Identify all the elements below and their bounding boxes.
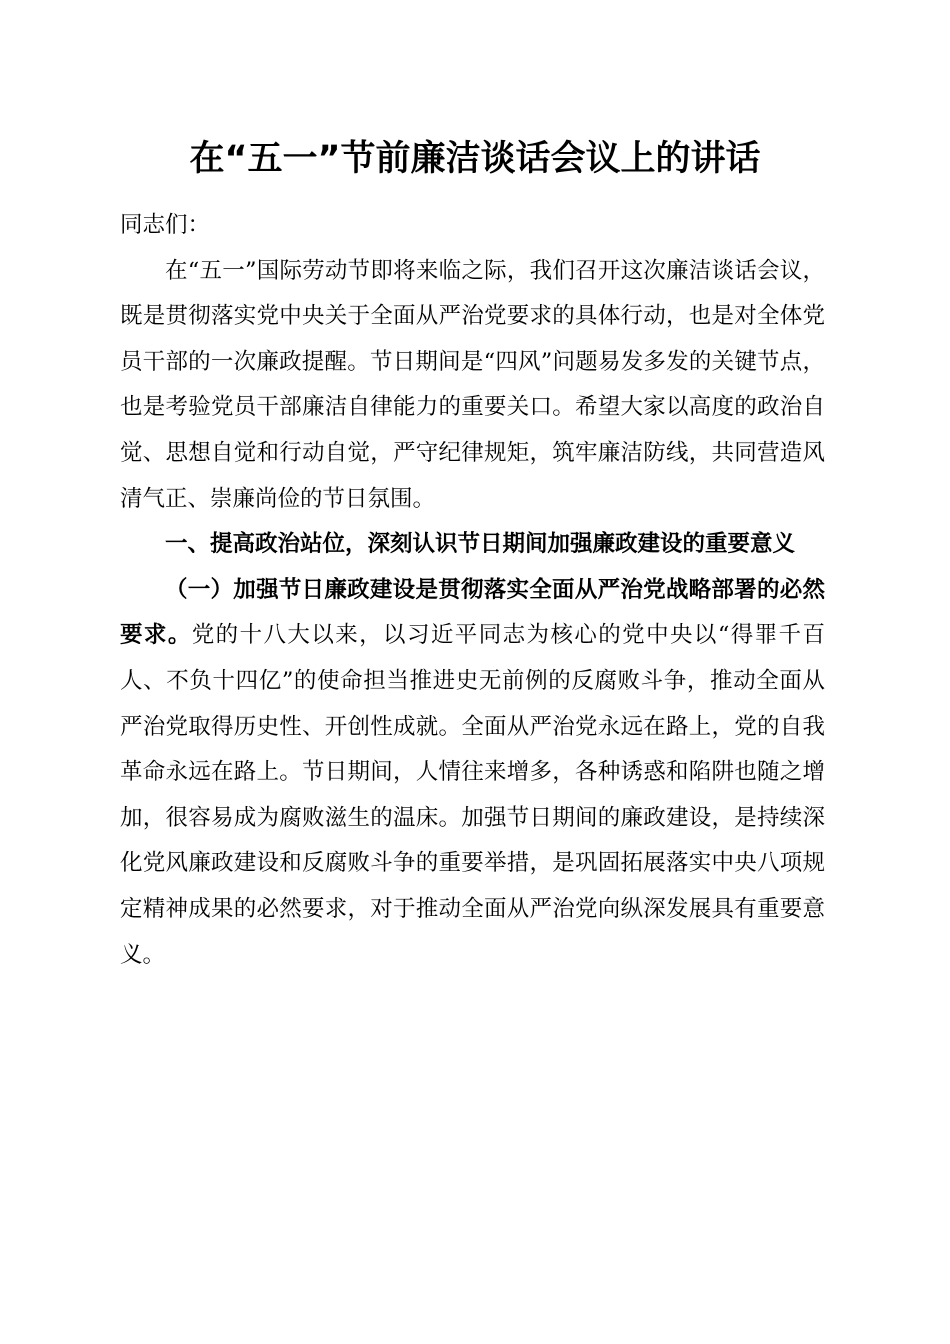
section-heading-1: 一、提高政治站位，深刻认识节日期间加强廉政建设的重要意义: [165, 531, 796, 558]
document-title: 在“五一”节前廉洁谈话会议上的讲话: [189, 139, 761, 179]
intro-paragraph: 在“五一”国际劳动节即将来临之际，我们召开这次廉洁谈话会议，既是贯彻落实党中央关于全面从严治党要求的具体行动，也是对全体党员干部的一次廉政提醒。节日期间是“四风”问题易发多发的关键节点，也是考验党员干部廉洁自律能力的重要关口。希望大家以高度的政治自觉、思想自觉和行动自觉，严守纪律规矩，筑牢廉洁防线，共同营造风清气正、崇廉尚俭的节日氛围。: [120, 257, 825, 512]
subsection-paragraph-1: [120, 568, 825, 978]
subsection-body-1: 党的十八大以来，以习近平同志为核心的党中央以“得罪千百人、不负十四亿”的使命担当推进史无前例的反腐败斗争，推动全面从严治党取得历史性、开创性成就。全面从严治党永远在路上，党的自我革命永远在路上。节日期间，人情往来增多，各种诱惑和陷阱也随之增加，很容易成为腐败滋生的温床。加强节日期间的廉政建设，是持续深化党风廉政建设和反腐败斗争的重要举措，是巩固拓展落实中央八项规定精神成果的必然要求，对于推动全面从严治党向纵深发展具有重要意义。: [120, 622, 825, 968]
salutation: 同志们：: [120, 212, 211, 238]
subsection-lead-1: （一）加强节日廉政建设是贯彻落实全面从严治党战略部署的必然要求。: [120, 576, 825, 649]
document-body: [120, 203, 825, 978]
